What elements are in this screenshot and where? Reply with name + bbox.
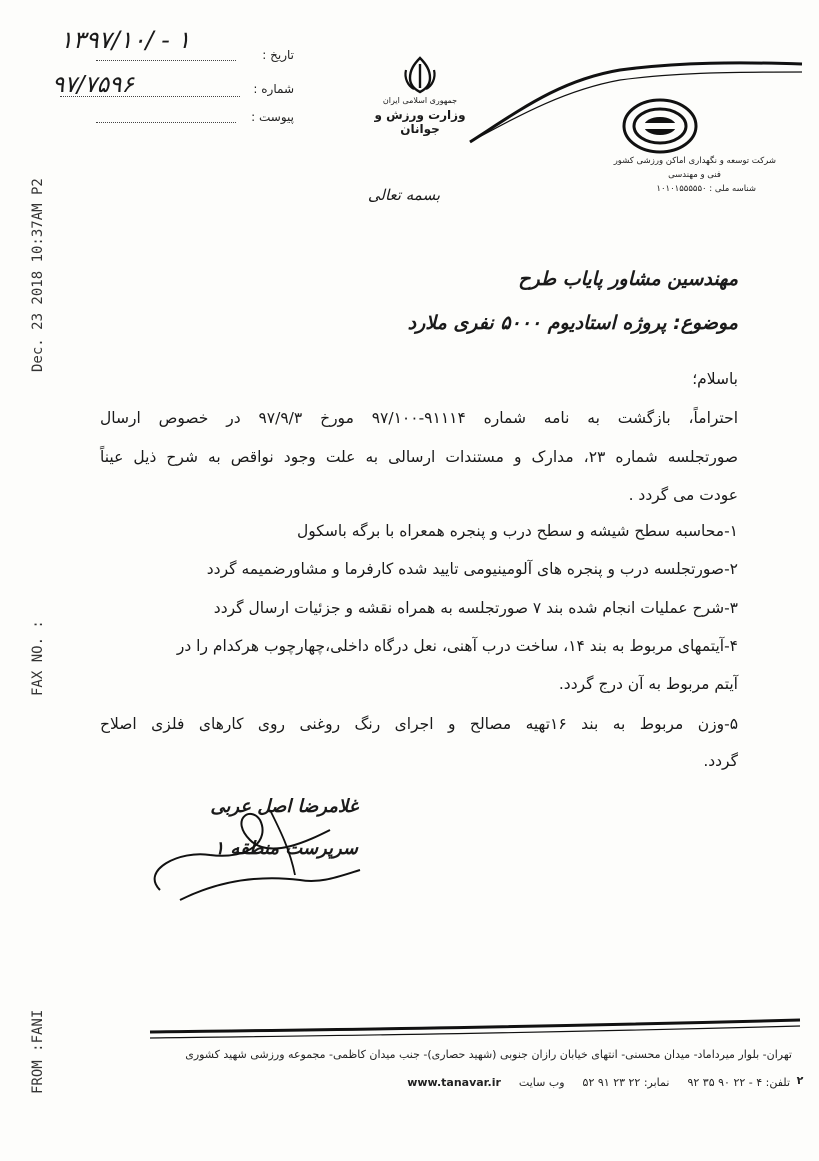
- company-logo-icon: [620, 96, 700, 156]
- signer-title: سرپرست منطقه ۱: [214, 838, 358, 859]
- date-label: تاریخ :: [262, 48, 294, 62]
- company-national-id: شناسه ملی : ۱۰۱۰۱۵۵۵۵۵۰: [656, 184, 756, 194]
- list-item: ۳-شرح عملیات انجام شده بند ۷ صورتجلسه به همراه نقشه و جزئیات ارسال گردد: [213, 599, 738, 617]
- page-mark: ۲: [796, 1074, 804, 1087]
- recipient: مهندسین مشاور پایاب طرح: [518, 268, 738, 290]
- republic-label: جمهوری اسلامی ایران: [382, 96, 458, 105]
- footer-website[interactable]: www.tanavar.ir: [407, 1075, 501, 1089]
- footer-contact: [254, 1074, 790, 1090]
- intro-line: احتراماً، بازگشت به نامه شماره ۹۱۱۱۴-۹۷/۱۰۰ مورخ ۹۷/۹/۳ در خصوص ارسال: [100, 409, 738, 427]
- footer-website-label: وب سایت: [518, 1075, 565, 1089]
- intro-line: صورتجلسه شماره ۲۳، مدارک و مستندات ارسالی به علت وجود نواقص به شرح ذیل عیناً: [100, 448, 738, 466]
- number-label: شماره :: [253, 82, 294, 96]
- greeting: باسلام؛: [692, 370, 738, 388]
- company-department: فنی و مهندسی: [668, 170, 721, 180]
- handwritten-signature: [120, 780, 380, 920]
- list-item: گردد.: [703, 752, 738, 770]
- subject: موضوع: پروژه استادیوم ۵۰۰۰ نفری ملارد: [407, 312, 738, 334]
- signer-name: غلامرضا اصل عربی: [210, 796, 358, 817]
- invocation: بسمه تعالی: [367, 186, 440, 204]
- company-logo-block: [596, 96, 796, 216]
- date-value: ۱۳۹۷/۱۰/ - ۱: [60, 26, 191, 54]
- footer-fax: نمابر: ۲۲ ۲۳ ۹۱ ۵۲: [582, 1075, 670, 1089]
- list-item: آیتم مربوط به آن درج گردد.: [558, 675, 738, 693]
- ministry-name: وزارت ورزش و جوانان: [374, 108, 466, 136]
- footer-phone: تلفن: ۴ - ۲۲ ۹۰ ۳۵ ۹۲: [687, 1075, 790, 1089]
- number-value: ۹۷/۷۵۹۶: [52, 72, 134, 98]
- attachment-label: پیوست :: [251, 110, 294, 124]
- company-name: شرکت توسعه و نگهداری اماکن ورزشی کشور: [613, 156, 776, 166]
- intro-line: عودت می گردد .: [628, 486, 738, 504]
- fax-number-label: FAX NO. :: [30, 620, 46, 696]
- fax-timestamp: Dec. 23 2018 10:37AM P2: [30, 178, 46, 372]
- list-item: ۲-صورتجلسه درب و پنجره های آلومینیومی تایید شده کارفرما و مشاورضمیمه گردد: [206, 560, 738, 578]
- fax-from-label: FROM :FANI: [30, 1009, 46, 1094]
- list-item: ۱-محاسبه سطح شیشه و سطح درب و پنجره همعراه با برگه باسکول: [297, 522, 738, 540]
- footer-address: تهران- بلوار میرداماد- میدان محسنی- انتهای خیابان رازان جنوبی (شهید حصاری)- جنب میدان کاظمی- مجموعه ورزشی شهید کشوری: [185, 1048, 792, 1061]
- list-item: ۵-وزن مربوط به بند ۱۶تهیه مصالح و اجرای رنگ روغنی روی کارهای فلزی اصلاح: [100, 715, 739, 733]
- list-item: ۴-آیتمهای مربوط به بند ۱۴، ساخت درب آهنی، نعل درگاه داخلی،چهارچوب هرکدام را در: [176, 637, 738, 655]
